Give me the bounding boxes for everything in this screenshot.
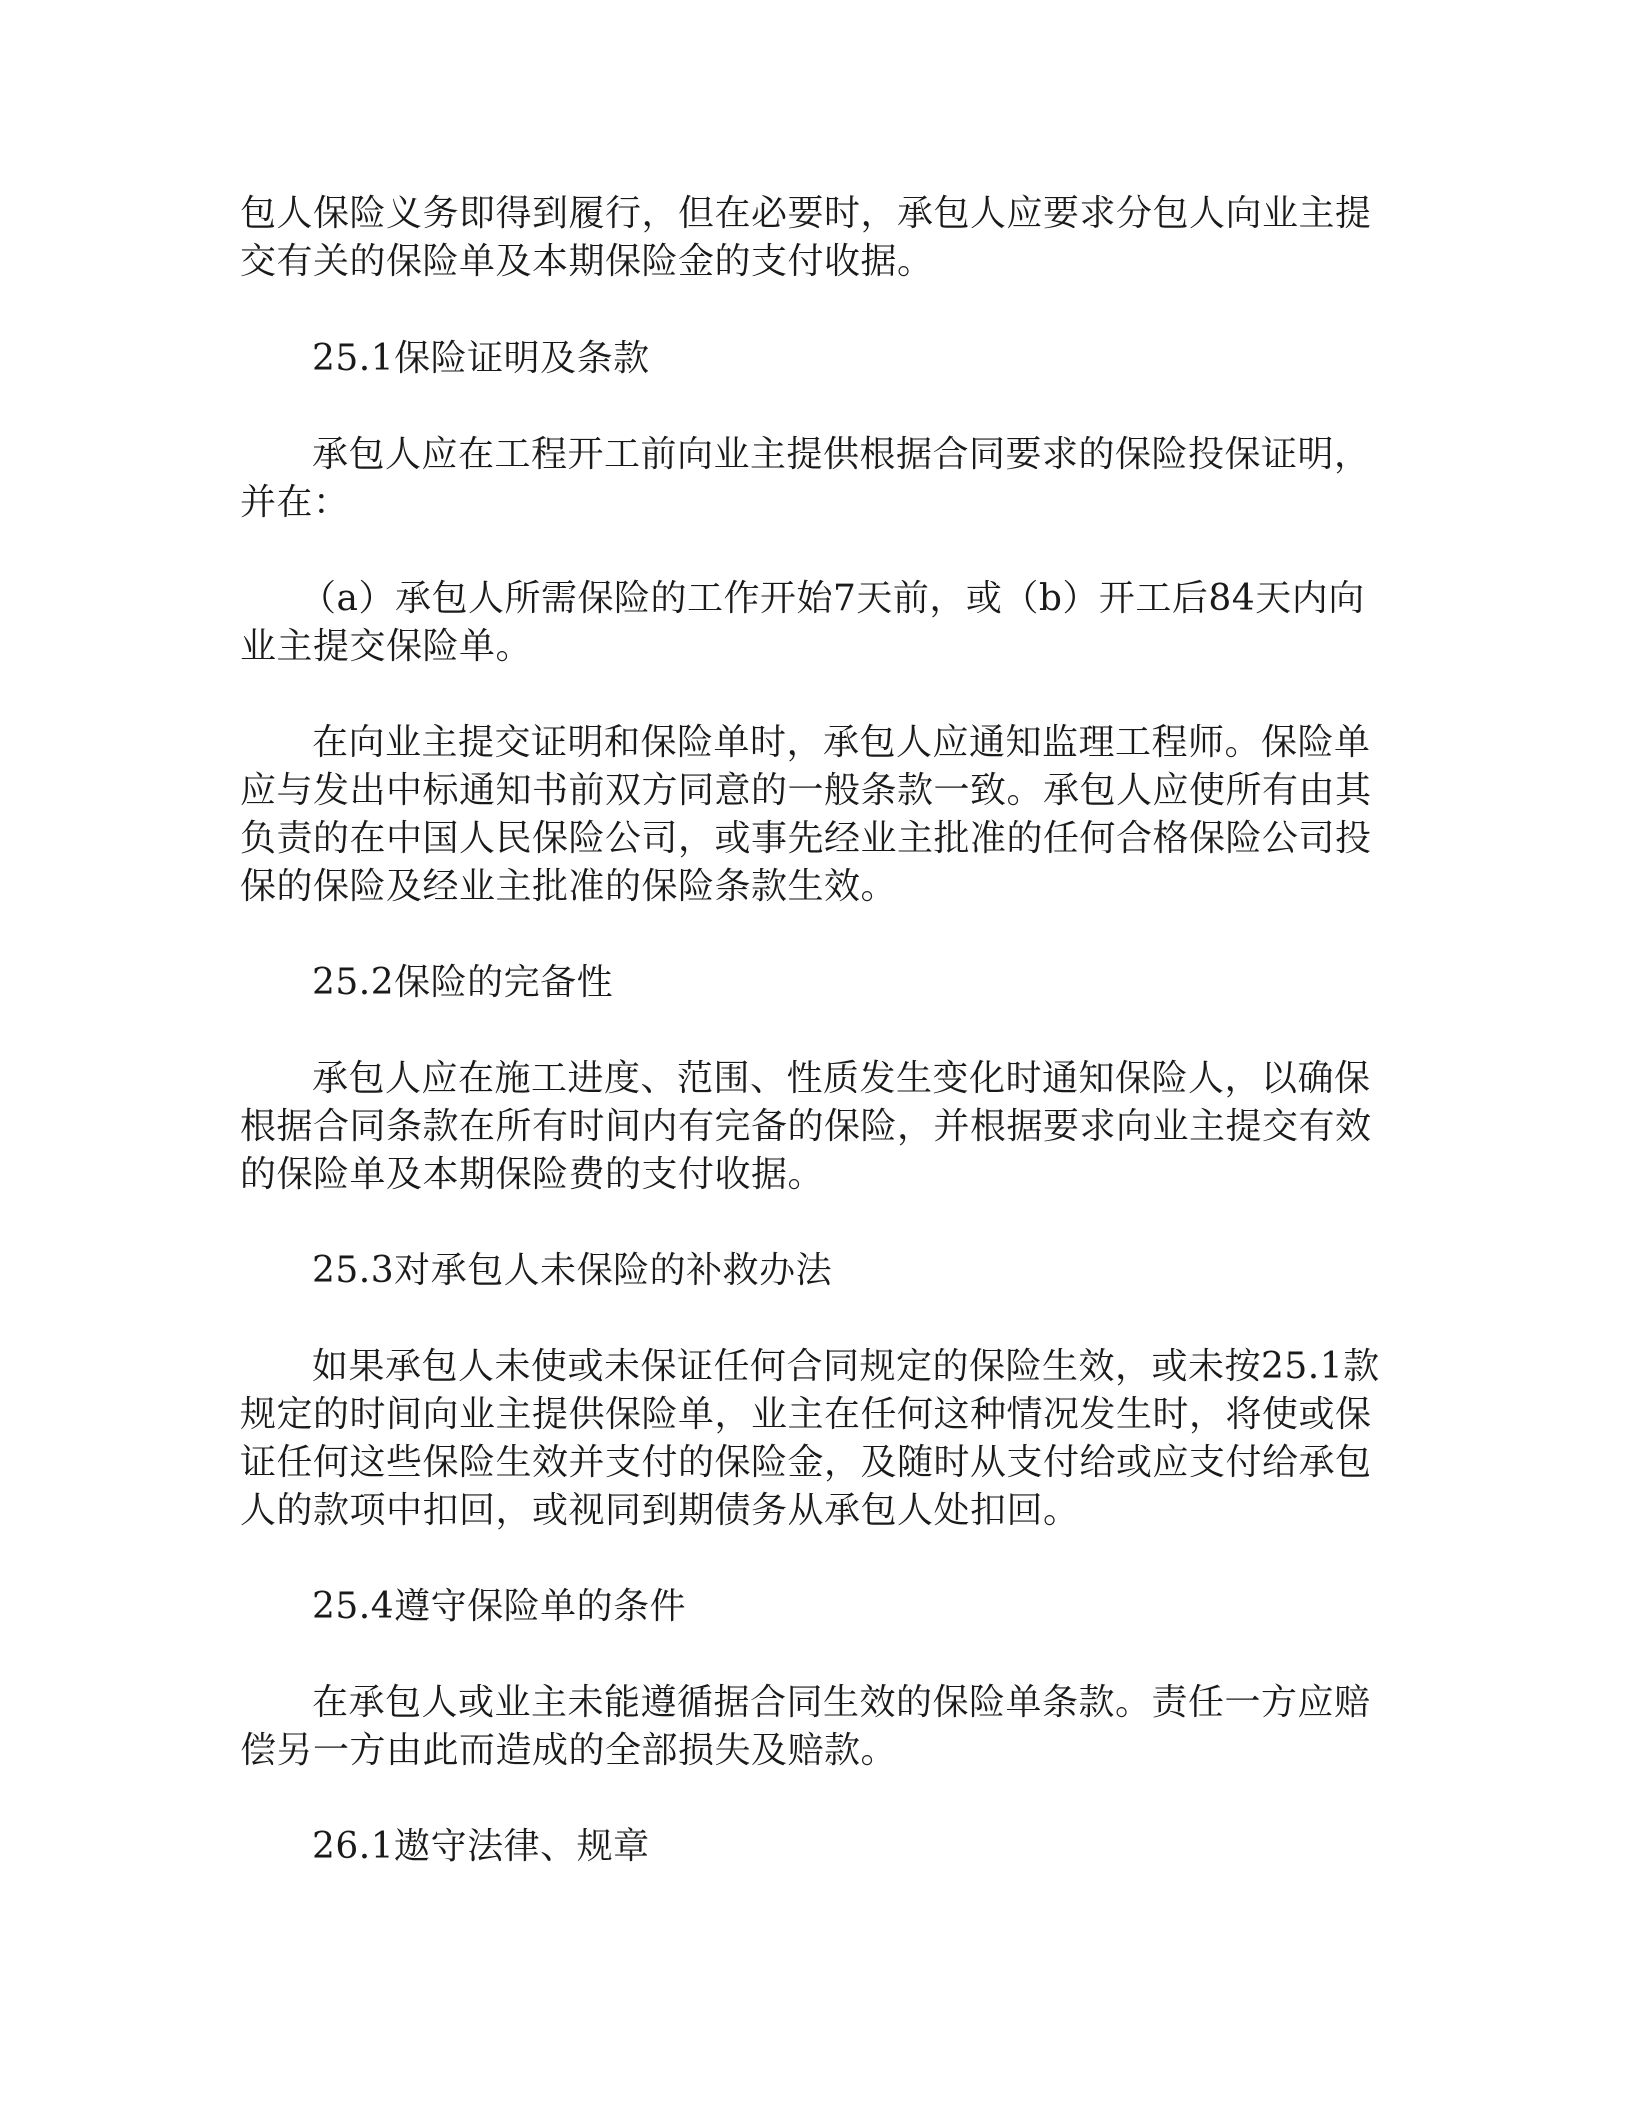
paragraph-notify-engineer: 在向业主提交证明和保险单时，承包人应通知监理工程师。保险单应与发出中标通知书前双方同意的一般条款一致。承包人应使所有由其负责的在中国人民保险公司，或事先经业主批准的任何合格保险公司投保的保险及经业主批准的保险条款生效。 bbox=[240, 722, 1372, 907]
paragraph-remedy: 如果承包人未使或未保证任何合同规定的保险生效，或未按25.1款规定的时间向业主提供保险单，业主在任何这种情况发生时，将使或保证任何这些保险生效并支付的保险金，及随时从支付给或应支付给承包人的款项中扣回，或视同到期债务从承包人处扣回。 bbox=[240, 1346, 1380, 1531]
paragraph-compliance: 在承包人或业主未能遵循据合同生效的保险单条款。责任一方应赔偿另一方由此而造成的全部损失及赔款。 bbox=[240, 1682, 1371, 1771]
paragraph-continuation: 包人保险义务即得到履行，但在必要时，承包人应要求分包人向业主提交有关的保险单及本期保险金的支付收据。 bbox=[240, 193, 1372, 282]
paragraph-insurance-proof: 承包人应在工程开工前向业主提供根据合同要求的保险投保证明，并在： bbox=[240, 434, 1371, 523]
paragraph-submission-deadline: （a）承包人所需保险的工作开始7天前，或（b）开工后84天内向业主提交保险单。 bbox=[240, 578, 1365, 667]
heading-25-4: 25.4遵守保险单的条件 bbox=[312, 1586, 687, 1627]
heading-26-1: 26.1遨守法律、规章 bbox=[312, 1826, 650, 1867]
heading-25-3: 25.3对承包人未保险的补救办法 bbox=[312, 1250, 833, 1291]
heading-25-2: 25.2保险的完备性 bbox=[312, 962, 614, 1003]
paragraph-completeness: 承包人应在施工进度、范围、性质发生变化时通知保险人，以确保根据合同条款在所有时间内有完备的保险，并根据要求向业主提交有效的保险单及本期保险费的支付收据。 bbox=[240, 1058, 1372, 1195]
heading-25-1: 25.1保险证明及条款 bbox=[312, 338, 650, 379]
